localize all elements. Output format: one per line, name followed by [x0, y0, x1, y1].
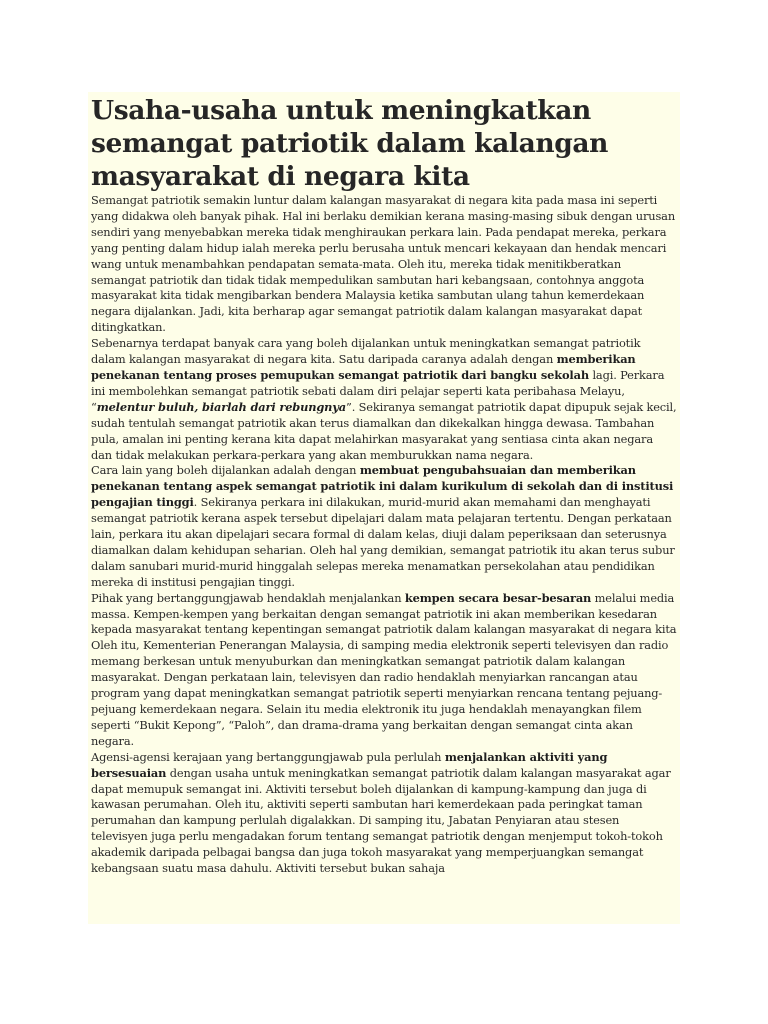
paragraph-5-emphasis: menjalankan aktiviti yang bersesuaian: [91, 749, 608, 780]
document-page: [88, 92, 680, 924]
paragraph-2-proverb: melentur buluh, biarlah dari rebungnya: [96, 399, 347, 414]
paragraph-2-text-a: Sebenarnya terdapat banyak cara yang boleh dijalankan untuk meningkatkan semangat patriotik dalam kalangan masyarakat di negara kita. Satu daripada caranya adalah dengan: [91, 336, 641, 367]
paragraph-4-text-b: melalui media massa. Kempen-kempen yang berkaitan dengan semangat patriotik ini akan memberikan kesedaran kepada masyarakat tentang kepentingan semangat patriotik dalam kalangan masyarakat di negara kita Oleh itu, Kementerian Penerangan Malaysia, di samping media elektronik seperti televisyen dan radio memang berkesan untuk menyuburkan dan meningkatkan semangat patriotik dalam kalangan masyarakat. Dengan perkataan lain, televisyen dan radio hendaklah menyiarkan rancangan atau program yang dapat meningkatkan semangat patriotik seperti menyiarkan rencana tentang pejuang-pejuang kemerdekaan negara. Selain itu media elektronik itu juga hendaklah menayangkan filem seperti “Bukit Kepong”, “Paloh”, dan drama-drama yang berkaitan dengan semangat cinta akan negara.: [91, 590, 677, 748]
paragraph-5-text-a: Agensi-agensi kerajaan yang bertanggungjawab pula perlulah: [91, 749, 445, 764]
article-title: Usaha-usaha untuk meningkatkan semangat patriotik dalam kalangan masyarakat di negara kita: [91, 95, 608, 192]
paragraph-3-text-a: Cara lain yang boleh dijalankan adalah dengan: [91, 463, 360, 478]
paragraph-5: [91, 750, 677, 877]
paragraph-1: Semangat patriotik semakin luntur dalam kalangan masyarakat di negara kita pada masa ini seperti yang didakwa oleh banyak pihak. Hal ini berlaku demikian kerana masing-masing sibuk dengan urusan sendiri yang menyebabkan mereka tidak menghiraukan perkara lain. Pada pendapat mereka, perkara yang penting dalam hidup ialah mereka perlu berusaha untuk mencari kekayaan dan hendak mencari wang untuk menambahkan pendapatan semata-mata. Oleh itu, mereka tidak menitikberatkan semangat patriotik dan tidak tidak mempedulikan sambutan hari kebangsaan, contohnya anggota masyarakat kita tidak mengibarkan bendera Malaysia ketika sambutan ulang tahun kemerdekaan negara dijalankan. Jadi, kita berharap agar semangat patriotik dalam kalangan masyarakat dapat ditingkatkan.: [91, 193, 675, 335]
paragraph-2-text-b: lagi. Perkara ini membolehkan semangat patriotik sebati dalam diri pelajar seperti kata peribahasa Melayu, “: [91, 367, 665, 414]
paragraph-2-emphasis: memberikan penekanan tentang proses pemupukan semangat patriotik dari bangku sekolah: [91, 352, 636, 382]
paragraph-3-text-b: . Sekiranya perkara ini dilakukan, murid-murid akan memahami dan menghayati semangat patriotik kerana aspek tersebut dipelajari dalam mata pelajaran tertentu. Dengan perkataan lain, perkara itu akan dipelajari secara formal di dalam kelas, diuji dalam peperiksaan dan seterusnya diamalkan dalam kehidupan seharian. Oleh hal yang demikian, semangat patriotik itu akan terus subur dalam sanubari murid-murid hinggalah selepas mereka menamatkan persekolahan atau pendidikan mereka di institusi pengajian tinggi.: [91, 495, 675, 589]
paragraph-2: [91, 336, 677, 463]
paragraph-4-text-a: Pihak yang bertanggungjawab hendaklah menjalankan: [91, 590, 405, 605]
paragraph-3-emphasis: membuat pengubahsuaian dan memberikan penekanan tentang aspek semangat patriotik ini dalam kurikulum di sekolah dan di institusi pengajian tinggi: [91, 463, 674, 510]
paragraph-3: [91, 463, 677, 590]
paragraph-4-emphasis: kempen secara besar-besaran: [404, 590, 592, 605]
paragraph-2-text-c: ”. Sekiranya semangat patriotik dapat dipupuk sejak kecil, sudah tentulah semangat patriotik akan terus diamalkan dan dikekalkan hingga dewasa. Tambahan pula, amalan ini penting kerana kita dapat melahirkan masyarakat yang sentiasa cinta akan negara dan tidak melakukan perkara-perkara yang akan memburukkan nama negara.: [91, 399, 677, 462]
article: [88, 92, 680, 877]
paragraph-4: [91, 591, 677, 750]
paragraph-5-text-b: dengan usaha untuk meningkatkan semangat patriotik dalam kalangan masyarakat agar dapat memupuk semangat ini. Aktiviti tersebut boleh dijalankan di kampung-kampung dan juga di kawasan perumahan. Oleh itu, aktiviti seperti sambutan hari kemerdekaan pada peringkat taman perumahan dan kampung perlulah digalakkan. Di samping itu, Jabatan Penyiaran atau stesen televisyen juga perlu mengadakan forum tentang semangat patriotik dengan menjemput tokoh-tokoh akademik daripada pelbagai bangsa dan juga tokoh masyarakat yang memperjuangkan semangat kebangsaan suatu masa dahulu. Aktiviti tersebut bukan sahaja: [91, 765, 671, 876]
